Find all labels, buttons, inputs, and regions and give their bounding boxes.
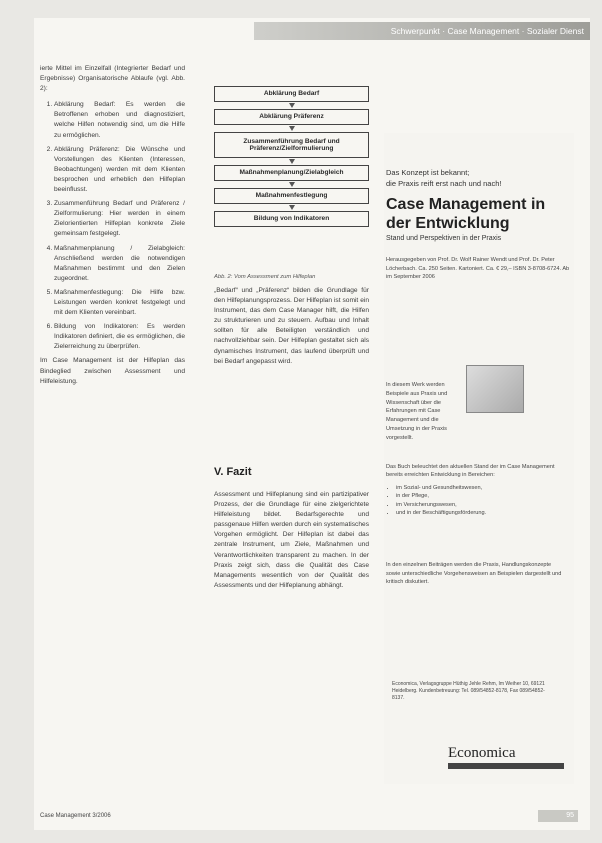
logo-bar <box>448 763 564 769</box>
ad-tagline <box>386 167 574 189</box>
ad-title: Case Management in der Entwicklung <box>386 196 546 232</box>
step-item: 3. Zusammenführung Bedarf und Präferenz / Zielformulierung: Hier werden in einem Zielorientierten Hilfeplan konkrete Ziele gemeinsam festgelegt. <box>54 199 185 239</box>
ad-list-item: • im Sozial- und Gesundheitswesen, <box>396 484 566 492</box>
paragraph: Assessment und Hilfeplanung sind ein partizipativer Prozess, der die Grundlage für eine zielgerichtete Hilfeleistung bildet. Bedarfsgerechte und passgenaue Hilfen werden durch ein systematisches Vorgehen ermöglicht. Der Hilfeplan ist dabei das zentrale Instrument, um Ziele, Maßnahmen und Verantwortlichkeiten transparent zu machen. In der Praxis zeigt sich, dass die Qualität des Case Managements wesentlich von der Qualität des Assessments und der Hilfeplanung abhängt. <box>214 491 369 589</box>
ad-list <box>386 484 566 518</box>
flow-box: Maßnahmenplanung/Zielabgleich <box>214 165 369 181</box>
column-left <box>40 64 185 393</box>
ad-list-intro: Das Buch beleuchtet den aktuellen Stand der im Case Management bereits erreichten Entwicklung in Bereichen: <box>386 464 555 479</box>
flow-box: Bildung von Indikatoren <box>214 211 369 227</box>
book-cover-image <box>466 365 524 413</box>
ad-closing: In den einzelnen Beiträgen werden die Praxis, Handlungskonzepte sowie unterschiedliche Vorgehensweisen an Beispielen dargestellt und kritisch diskutiert. <box>386 562 562 586</box>
step-item: 6. Bildung von Indikatoren: Es werden Indikatoren definiert, die es ermöglichen, die Zielerreichung zu überprüfen. <box>54 322 185 352</box>
section-heading: V. Fazit <box>214 466 252 478</box>
running-header: Schwerpunkt · Case Management · Sozialer Dienst <box>254 22 590 40</box>
book-advertisement <box>384 133 574 784</box>
flow-arrow <box>289 205 295 210</box>
step-item: 1. Abklärung Bedarf: Es werden die Betroffenen erhoben und diagnostiziert, welche Hilfen notwendig sind, um die Hilfe zu ermöglichen. <box>54 100 185 140</box>
page-number: 95 <box>538 810 578 822</box>
ad-subtitle: Stand und Perspektiven in der Praxis <box>386 235 502 242</box>
flow-arrow <box>289 103 295 108</box>
step-item: 4. Maßnahmenplanung / Zielabgleich: Anschließend werden die notwendigen Maßnahmen bestimmt und den Zielen zugeordnet. <box>54 244 185 284</box>
flow-arrow <box>289 159 295 164</box>
ad-tagline-1: Das Konzept ist bekannt; <box>386 168 470 177</box>
ad-list-item: • im Versicherungswesen, <box>396 501 566 509</box>
step-list <box>40 100 185 352</box>
step-item: 2. Abklärung Präferenz: Die Wünsche und Vorstellungen des Klienten (Interessen, Beobachtungen) werden mit dem Klienten besprochen und erheblich den Hilfeplan beeinflusst. <box>54 145 185 195</box>
fazit-body <box>214 490 369 597</box>
ad-list-block <box>386 463 566 521</box>
flow-box: Maßnahmenfestlegung <box>214 188 369 204</box>
paragraph: „Bedarf“ und „Präferenz“ bilden die Grundlage für den Hilfeplanungsprozess. Der Hilfeplan ist somit ein Instrument, das dem Case Manager hilft, die Hilfen zu strukturieren und zu steuern. Aufbau und Inhalt sollten für alle Beteiligten verständlich und nachvollziehbar sein. Der Hilfeplan gestaltet sich als dynamisches Instrument, das laufend überprüft und bei Bedarf angepasst wird. <box>214 287 369 365</box>
flowchart <box>214 86 369 227</box>
flow-box: Abklärung Bedarf <box>214 86 369 102</box>
ad-blurb: In diesem Werk werden Beispiele aus Praxis und Wissenschaft über die Erfahrungen mit Case Management und die Umsetzung in der Praxis vorgestellt. <box>386 382 448 441</box>
intro-paragraph: ierte Mittel im Einzelfall (Integrierter Bedarf und Ergebnisse) Organisatorische Ablaufe (vgl. Abb. 2): <box>40 65 185 93</box>
ad-publication-info: Herausgegeben von Prof. Dr. Wolf Rainer Wendt und Prof. Dr. Peter Löcherbach. Ca. 250 Seiten. Kartoniert. Ca. € 29,– ISBN 3-8708-6724. Ab im September 2006 <box>386 257 570 281</box>
ad-contact: Economica, Verlagsgruppe Hüthig Jehle Rehm, Im Weiher 10, 69121 Heidelberg. Kundenbetreuung: Tel. 089/54852-8178, Fax 089/54852-8137. <box>392 681 545 701</box>
step-item: 5. Maßnahmenfestlegung: Die Hilfe bzw. Leistungen werden konkret festgelegt und mit dem Klienten vereinbart. <box>54 288 185 318</box>
page <box>34 18 590 830</box>
figure-caption: Abb. 2: Vom Assessment zum Hilfeplan <box>214 274 316 280</box>
flow-box: Abklärung Präferenz <box>214 109 369 125</box>
ad-tagline-2: die Praxis reift erst nach und nach! <box>386 179 502 188</box>
column-middle <box>214 286 369 373</box>
ad-list-item: • in der Pflege, <box>396 492 566 500</box>
journal-footer: Case Management 3/2006 <box>40 813 111 819</box>
ad-list-item: • und in der Beschäftigungsförderung. <box>396 509 566 517</box>
flow-arrow <box>289 182 295 187</box>
flow-box: Zusammenführung Bedarf und Präferenz/Zielformulierung <box>214 132 369 158</box>
publisher-logo: Economica <box>448 745 516 761</box>
flow-arrow <box>289 126 295 131</box>
outro-paragraph: Im Case Management ist der Hilfeplan das Bindeglied zwischen Assessment und Hilfeleistung. <box>40 357 185 385</box>
